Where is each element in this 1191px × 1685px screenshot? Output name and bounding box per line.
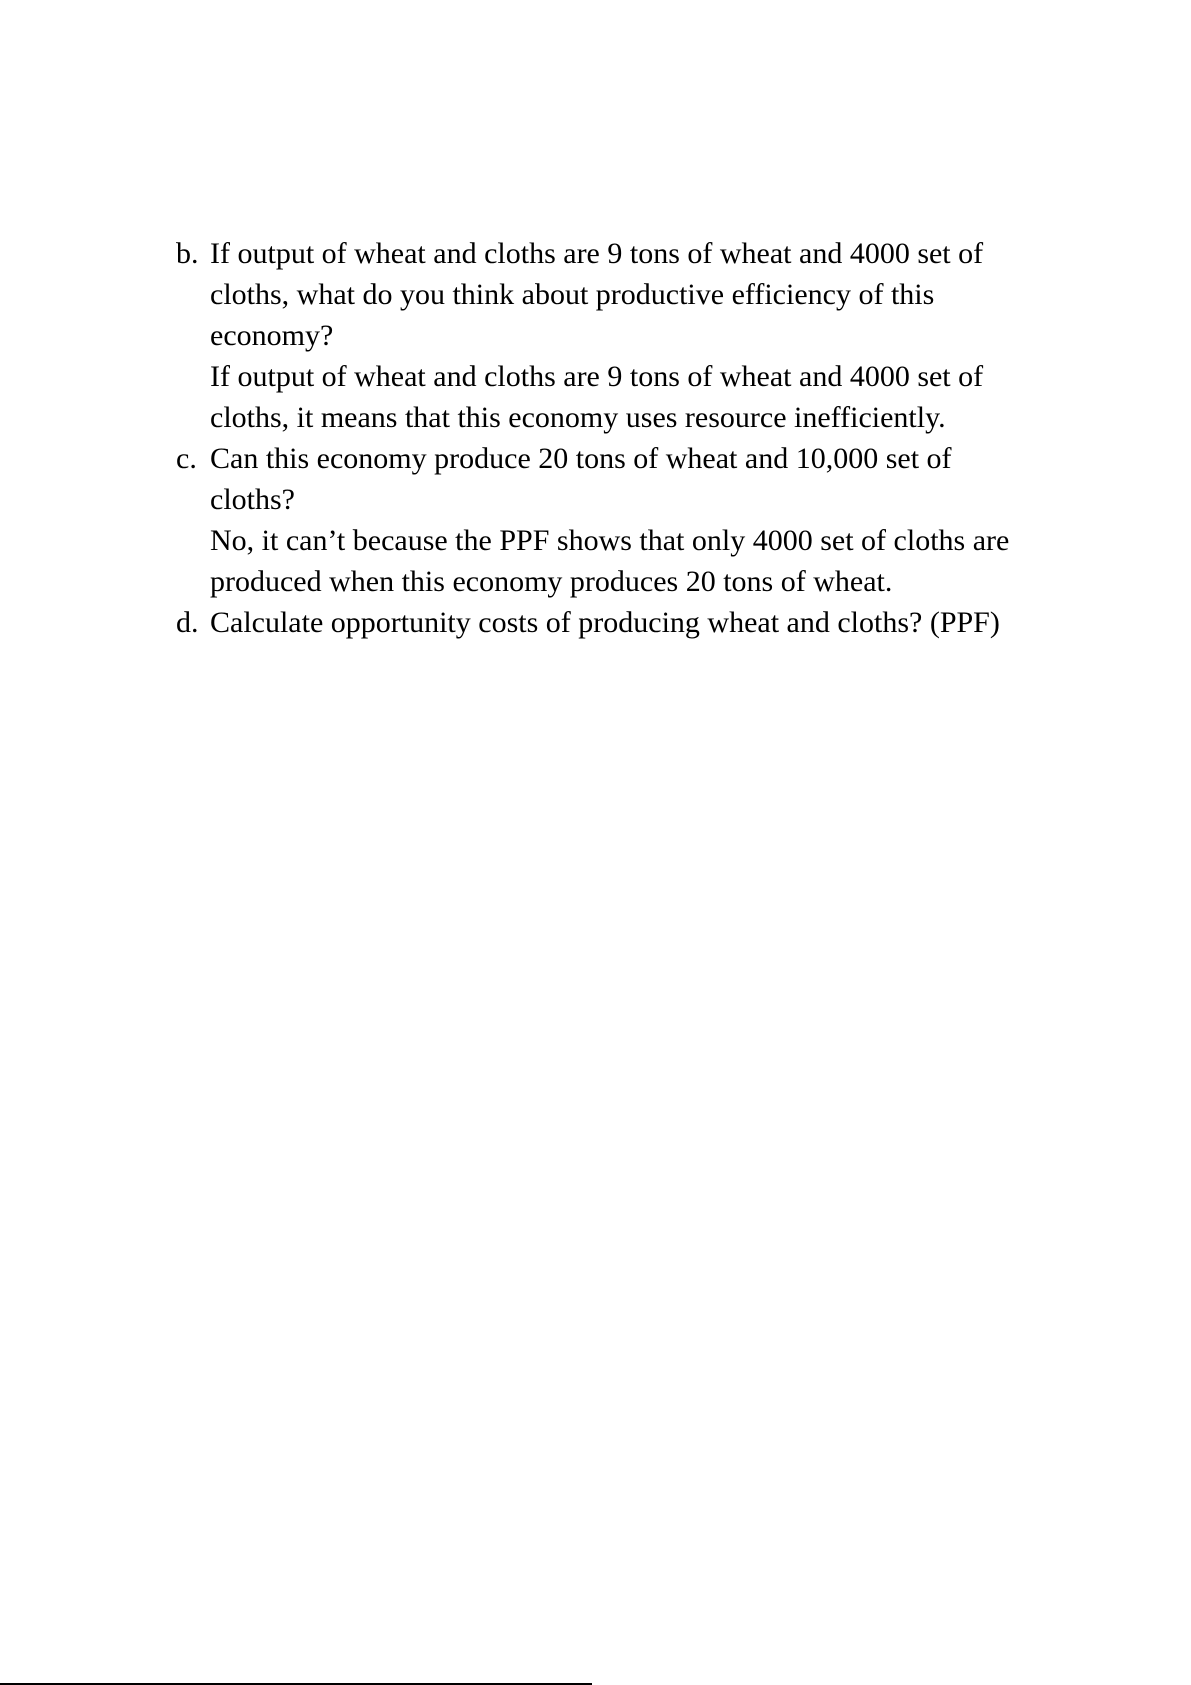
text-line: Can this economy produce 20 tons of wheat and 10,000 set of [210, 442, 952, 475]
document-body [176, 233, 1076, 643]
text-line: If output of wheat and cloths are 9 tons of wheat and 4000 set of [210, 237, 984, 270]
text-line: cloths, what do you think about productive efficiency of this [210, 278, 935, 311]
item-marker: b. [176, 237, 199, 270]
question-b [176, 233, 1076, 438]
item-marker: c. [176, 442, 197, 475]
question-c [176, 438, 1076, 602]
question-text [210, 438, 1076, 520]
text-line: If output of wheat and cloths are 9 tons of wheat and 4000 set of [210, 360, 984, 393]
question-text [210, 602, 1076, 643]
text-line: economy? [210, 319, 334, 352]
answer-text [210, 520, 1076, 602]
text-line: cloths, it means that this economy uses resource inefficiently. [210, 401, 946, 434]
answer-text [210, 356, 1076, 438]
text-line: produced when this economy produces 20 tons of wheat. [210, 565, 893, 598]
item-marker: d. [176, 606, 199, 639]
question-text [210, 233, 1076, 356]
question-d [176, 602, 1076, 643]
text-line: No, it can’t because the PPF shows that only 4000 set of cloths are [210, 524, 1010, 557]
text-line: Calculate opportunity costs of producing wheat and cloths? (PPF) [210, 606, 1000, 639]
text-line: cloths? [210, 483, 295, 516]
